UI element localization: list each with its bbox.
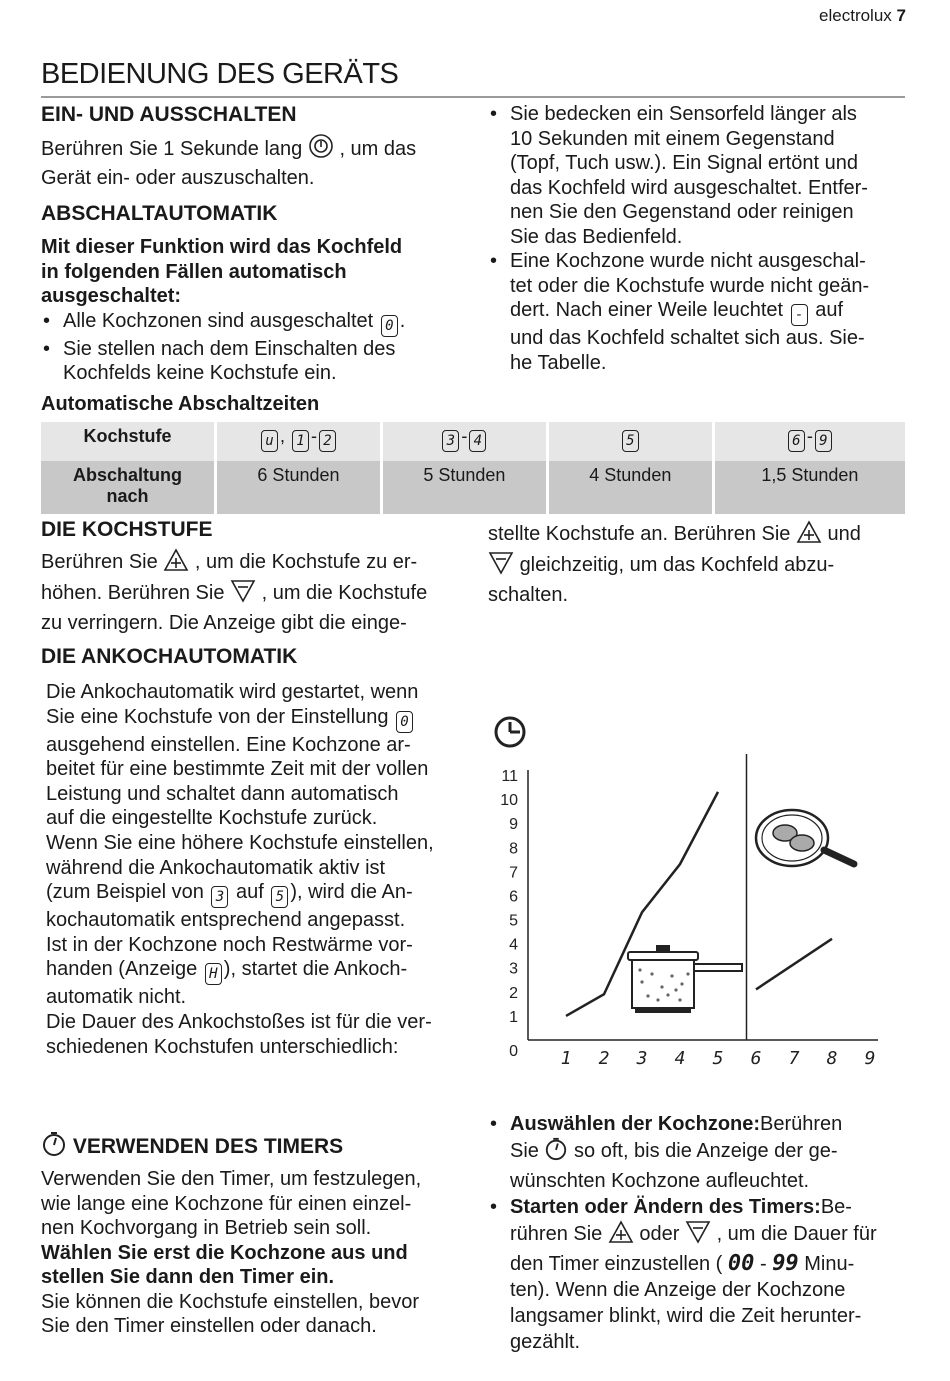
x-tick-label: 4 — [674, 1048, 686, 1069]
text: (zum Beispiel von — [46, 881, 204, 904]
text: Berühren — [760, 1113, 843, 1135]
page-number: 7 — [896, 6, 906, 25]
heading-timer-text: VERWENDEN DES TIMERS — [72, 1135, 344, 1158]
y-tick-label: 0 — [509, 1043, 518, 1060]
power-level-text — [41, 548, 471, 636]
list-item — [41, 337, 471, 386]
heading-power-level: DIE KOCHSTUFE — [41, 518, 213, 541]
section-timer — [41, 1131, 471, 1339]
y-tick-label: 7 — [509, 864, 518, 882]
text: rühren Sie — [510, 1223, 603, 1245]
list-item — [488, 249, 908, 375]
intro-line: Mit dieser Funktion wird das Kochfeld — [41, 236, 403, 258]
text: den Timer einzustellen ( — [510, 1253, 723, 1275]
boost-chart — [490, 712, 890, 1082]
bullet-text: dert. Nach einer Weile leuchtet — [510, 299, 784, 321]
y-tick-label: 5 — [509, 912, 518, 930]
text: Die Ankochautomatik wird gestartet, wenn — [46, 681, 419, 703]
section-auto-off — [41, 201, 471, 416]
text: auf die eingestellte Kochstufe zurück. — [46, 807, 378, 830]
bullet-text: Kochfelds keine Kochstufe ein. — [63, 362, 337, 384]
cell-text: Abschaltung — [72, 465, 182, 485]
x-tick-label: 2 — [598, 1048, 610, 1069]
display-digits: 00 — [727, 1251, 755, 1276]
y-tick-label: 6 — [509, 888, 518, 906]
bullet-text: . — [399, 309, 406, 332]
text: ), wird die An- — [290, 881, 413, 904]
y-tick-label: 10 — [500, 792, 518, 810]
list-item — [488, 1194, 908, 1355]
section-on-off — [41, 102, 461, 190]
display-symbol: 6 — [788, 430, 805, 452]
bullet-text: Eine Kochzone wurde nicht ausgeschal- — [510, 250, 866, 272]
table-cell — [41, 461, 216, 514]
plus-triangle-icon — [608, 1220, 634, 1251]
x-tick-label: 3 — [636, 1048, 648, 1069]
text: gleichzeitig, um das Kochfeld abzu- — [519, 554, 835, 576]
text: Ist in der Kochzone noch Restwärme vor- — [46, 933, 413, 956]
auto-off-list-right — [488, 102, 908, 375]
y-tick-label: 3 — [509, 960, 518, 978]
title-rule — [41, 96, 905, 98]
plus-triangle-icon — [796, 520, 822, 551]
heading-boost-text: DIE ANKOCHAUTOMATIK — [41, 645, 298, 668]
page-title: BEDIENUNG DES GERÄTS — [41, 58, 399, 90]
display-symbol: 3 — [211, 886, 228, 908]
table-cell: Kochstufe — [41, 422, 216, 461]
y-tick-label: 1 — [509, 1008, 518, 1026]
display-symbol: 2 — [319, 430, 336, 452]
text: stellte Kochstufe an. Berühren Sie — [488, 523, 791, 545]
boost-text — [46, 680, 476, 1059]
text: , um die Kochstufe zu er- — [194, 551, 418, 573]
table-cell: 4 Stunden — [547, 461, 713, 514]
on-off-text — [41, 133, 461, 190]
bullet-text: auf — [815, 299, 844, 321]
shutoff-table — [41, 422, 905, 514]
text: stellen Sie dann den Timer ein. — [41, 1266, 335, 1288]
table-title: Automatische Abschaltzeiten — [41, 392, 320, 415]
text: kochautomatik entsprechend angepasst. — [46, 909, 406, 932]
text: Starten oder Ändern des Timers: — [510, 1196, 821, 1218]
text: oder — [639, 1223, 680, 1245]
x-tick-label: 7 — [788, 1048, 800, 1069]
heading-on-off: EIN- UND AUSSCHALTEN — [41, 103, 297, 126]
chart-axes — [528, 754, 878, 1040]
display-symbol: - — [791, 304, 808, 326]
power-level-text-right — [488, 520, 908, 608]
text: und — [827, 523, 861, 545]
power-button-icon — [308, 133, 334, 166]
x-tick-label: 6 — [750, 1048, 762, 1069]
bullet-text: Sie das Bedienfeld. — [510, 225, 683, 248]
text: , um die Dauer für — [716, 1223, 877, 1245]
display-digits: 99 — [772, 1251, 799, 1276]
text: schiedenen Kochstufen unterschiedlich: — [46, 1035, 399, 1058]
text: Die Dauer des Ankochstoßes ist für die ver- — [46, 1010, 432, 1033]
table-cell — [381, 422, 547, 461]
table-cell — [547, 422, 713, 461]
section-power-level — [41, 517, 471, 636]
auto-off-list-left — [41, 309, 471, 386]
text: nen Kochvorgang in Betrieb sein soll. — [41, 1217, 372, 1239]
text: höhen. Berühren Sie — [41, 582, 225, 604]
x-tick-label: 9 — [864, 1048, 876, 1069]
heading-auto-off: ABSCHALTAUTOMATIK — [41, 202, 278, 225]
bullet-text: he Tabelle. — [510, 351, 607, 374]
text: auf — [235, 881, 264, 904]
list-item — [488, 102, 908, 249]
display-symbol: 9 — [815, 430, 832, 452]
on-off-text-3: Gerät ein- oder auszuschalten. — [41, 166, 315, 189]
display-symbol: 4 — [469, 430, 486, 452]
list-item — [488, 1111, 908, 1194]
clock-icon — [496, 718, 524, 746]
cell-text: nach — [106, 486, 149, 506]
text: langsamer blinkt, wird die Zeit herunter- — [510, 1305, 862, 1327]
frying-pan-icon — [756, 810, 854, 866]
display-symbol: H — [205, 963, 222, 985]
text: gezählt. — [510, 1331, 581, 1353]
page-header — [819, 6, 906, 26]
text: , um die Kochstufe — [261, 582, 428, 604]
plus-triangle-icon — [163, 548, 189, 579]
timer-list — [488, 1111, 908, 1355]
table-cell: 5 Stunden — [381, 461, 547, 514]
display-symbol: 5 — [271, 886, 288, 908]
on-off-text-1: Berühren Sie 1 Sekunde lang — [41, 138, 303, 160]
text: Leistung und schaltet dann automatisch — [46, 782, 399, 805]
on-off-text-2: , um das — [339, 138, 417, 160]
display-symbol: 1 — [292, 430, 309, 452]
display-symbol: 0 — [381, 315, 398, 337]
timer-icon — [544, 1137, 568, 1168]
separator: - — [461, 426, 468, 446]
minus-triangle-icon — [685, 1220, 711, 1251]
table-cell — [216, 422, 382, 461]
table-cell: 6 Stunden — [216, 461, 382, 514]
text: während die Ankochautomatik aktiv ist — [46, 856, 386, 879]
x-tick-label: 8 — [826, 1048, 838, 1069]
series-line — [756, 939, 832, 990]
timer-icon — [41, 1131, 67, 1164]
text: Berühren Sie — [41, 551, 158, 573]
bullet-text: Sie bedecken ein Sensorfeld länger als — [510, 103, 857, 125]
y-tick-label: 9 — [509, 816, 518, 834]
text: ausgehend einstellen. Eine Kochzone ar- — [46, 733, 411, 756]
intro-line: in folgenden Fällen automatisch — [41, 260, 347, 283]
bullet-text: 10 Sekunden mit einem Gegenstand — [510, 127, 835, 150]
text: schalten. — [488, 584, 569, 606]
text: zu verringern. Die Anzeige gibt die einge- — [41, 612, 407, 634]
display-symbol: 3 — [442, 430, 459, 452]
table-row — [41, 422, 905, 461]
brand-name: electrolux — [819, 6, 892, 25]
pot-icon — [628, 945, 742, 1013]
chart-tick-labels — [500, 768, 875, 1069]
text: automatik nicht. — [46, 986, 187, 1009]
y-tick-label: 11 — [501, 768, 518, 785]
text: ten). Wenn die Anzeige der Kochzone — [510, 1279, 846, 1301]
separator: - — [806, 426, 813, 446]
text: so oft, bis die Anzeige der ge- — [574, 1140, 838, 1162]
table-row — [41, 461, 905, 514]
y-tick-label: 8 — [509, 840, 518, 858]
text: Be- — [820, 1196, 852, 1218]
text: Sie eine Kochstufe von der Einstellung — [46, 705, 389, 728]
text: Verwenden Sie den Timer, um festzulegen, — [41, 1168, 422, 1190]
text: Minu- — [804, 1253, 855, 1275]
heading-timer — [41, 1131, 471, 1164]
x-tick-label: 1 — [560, 1048, 572, 1069]
list-item — [41, 309, 471, 337]
text: Sie können die Kochstufe einstellen, bevor — [41, 1290, 420, 1313]
intro-line: ausgeschaltet: — [41, 285, 182, 307]
bullet-text: nen Sie den Gegenstand oder reinigen — [510, 201, 854, 223]
minus-triangle-icon — [488, 551, 514, 582]
display-symbol: 0 — [396, 711, 413, 733]
text: wie lange eine Kochzone für einen einzel- — [41, 1192, 412, 1215]
table-cell — [713, 422, 905, 461]
text: handen (Anzeige — [46, 958, 198, 981]
bullet-text: (Topf, Tuch usw.). Ein Signal ertönt und — [510, 152, 858, 174]
minus-triangle-icon — [230, 579, 256, 610]
text: beitet für eine bestimmte Zeit mit der vollen — [46, 758, 429, 781]
bullet-text: tet oder die Kochstufe wurde nicht geän- — [510, 274, 870, 297]
y-tick-label: 4 — [509, 936, 518, 954]
text: - — [759, 1253, 767, 1275]
text: Wenn Sie eine höhere Kochstufe einstellen, — [46, 831, 434, 854]
x-tick-label: 5 — [712, 1048, 724, 1069]
auto-off-intro — [41, 235, 471, 309]
text: ), startet die Ankoch- — [223, 958, 408, 981]
text: Sie — [510, 1140, 539, 1162]
text: Sie den Timer einstellen oder danach. — [41, 1315, 377, 1337]
table-cell: 1,5 Stunden — [713, 461, 905, 514]
text: Auswählen der Kochzone: — [510, 1113, 761, 1135]
text: wünschten Kochzone aufleuchtet. — [510, 1170, 810, 1192]
display-symbol: u — [261, 430, 278, 452]
bullet-text: Alle Kochzonen sind ausgeschaltet — [63, 309, 374, 332]
bullet-text: und das Kochfeld schaltet sich aus. Sie- — [510, 327, 865, 349]
heading-boost — [41, 644, 297, 670]
timer-text — [41, 1167, 471, 1339]
separator: , — [279, 426, 285, 446]
separator: - — [310, 426, 317, 446]
y-tick-label: 2 — [509, 984, 518, 1002]
bullet-text: Sie stellen nach dem Einschalten des — [63, 337, 396, 360]
text: Wählen Sie erst die Kochzone aus und — [41, 1241, 408, 1264]
display-symbol: 5 — [622, 430, 639, 452]
bullet-text: das Kochfeld wird ausgeschaltet. Entfer- — [510, 176, 868, 199]
